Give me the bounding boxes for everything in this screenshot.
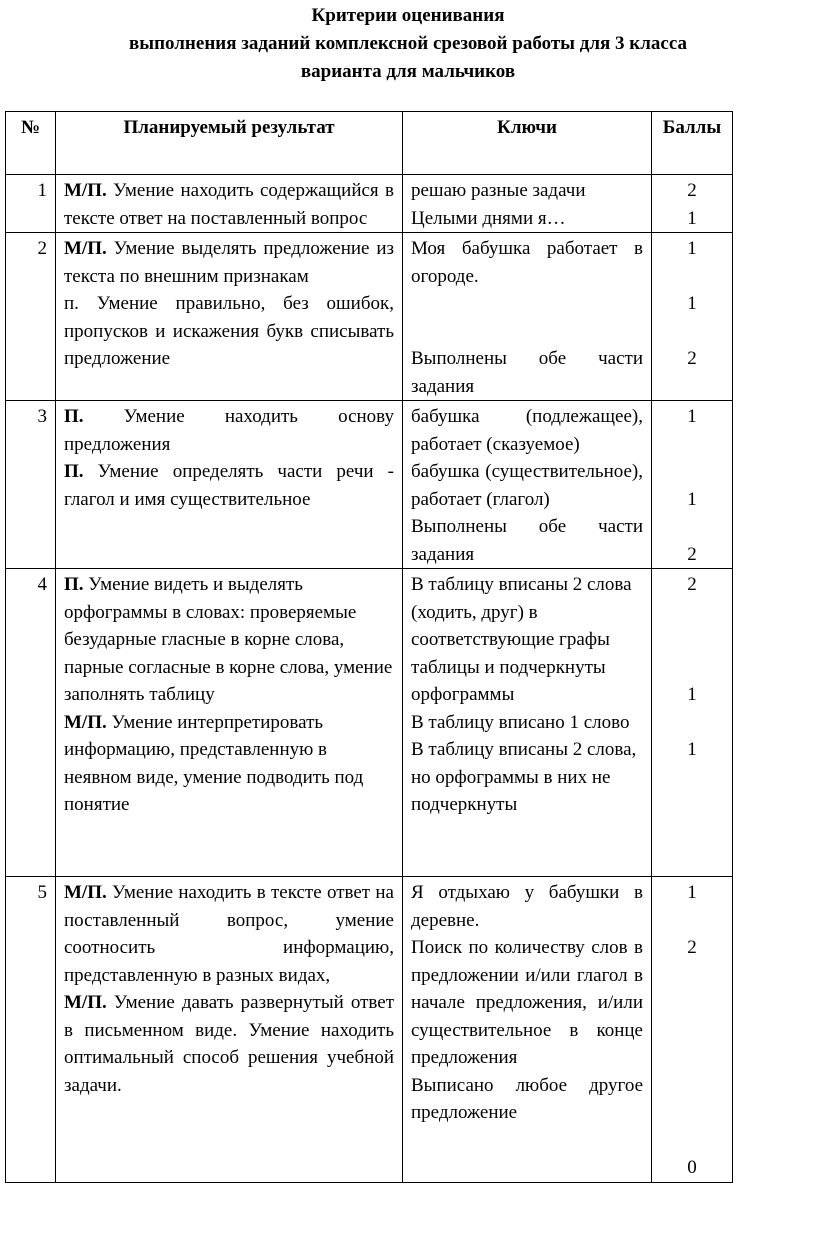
points-value: 2 xyxy=(687,937,697,958)
result-tag: П. xyxy=(64,574,84,595)
header-row xyxy=(6,112,733,175)
key-item: бабушка (подлежащее), работает (сказуемое) xyxy=(411,406,643,455)
result-text: Умение находить содержащийся в тексте ответ на поставленный вопрос xyxy=(64,180,394,229)
result-tag: М/П. xyxy=(64,992,107,1013)
points-value: 1 xyxy=(687,238,697,259)
key-item: Моя бабушка работает в огороде. xyxy=(411,238,643,287)
keys-cell xyxy=(403,569,652,877)
header-number: № xyxy=(6,112,56,175)
points-value: 2 xyxy=(687,348,697,369)
result-item xyxy=(64,989,394,1099)
row-number: 4 xyxy=(6,569,56,877)
points-cell xyxy=(652,401,733,569)
result-tag: М/П. xyxy=(64,711,107,733)
points-cell xyxy=(652,233,733,401)
key-item: решаю разные задачи xyxy=(411,180,586,201)
table-row xyxy=(6,233,733,401)
keys-cell xyxy=(403,233,652,401)
table-row xyxy=(6,401,733,569)
header-points: Баллы xyxy=(652,112,733,175)
points-value: 2 xyxy=(687,543,697,565)
points-value: 1 xyxy=(687,293,697,314)
points-value: 1 xyxy=(687,488,697,510)
planned-result-cell xyxy=(56,233,403,401)
planned-result-cell xyxy=(56,175,403,233)
row-number: 2 xyxy=(6,233,56,401)
criteria-table xyxy=(5,111,733,1183)
result-item xyxy=(64,709,394,819)
points-value: 1 xyxy=(687,739,697,760)
page-title xyxy=(0,2,816,86)
result-tag: П. xyxy=(64,406,84,427)
key-item: В таблицу вписано 1 слово xyxy=(411,711,630,733)
result-tag: М/П. xyxy=(64,238,107,259)
points-value: 1 xyxy=(687,684,697,705)
key-item: Выполнены обе части задания xyxy=(411,348,643,397)
keys-cell xyxy=(403,401,652,569)
points-value: 1 xyxy=(687,882,697,903)
points-value: 1 xyxy=(687,207,697,229)
title-line-3: варианта для мальчиков xyxy=(300,61,516,82)
result-tag: М/П. xyxy=(64,180,107,201)
result-text: Умение находить в тексте ответ на поставленный вопрос, умение соотносить информацию, представленную в разных видах, xyxy=(64,882,394,986)
planned-result-cell xyxy=(56,401,403,569)
points-cell xyxy=(652,569,733,877)
points-value: 1 xyxy=(687,406,697,427)
key-item: Выписано любое другое предложение xyxy=(411,1074,643,1123)
row-number: 1 xyxy=(6,175,56,233)
key-item: В таблицу вписаны 2 слова (ходить, друг) в соответствующие графы таблицы и подчеркнуты орфограммы xyxy=(411,574,632,705)
table-row xyxy=(6,877,733,1183)
points-cell xyxy=(652,175,733,233)
points-value: 0 xyxy=(687,1157,697,1178)
title-line-1: Критерии оценивания xyxy=(311,5,505,26)
result-text: Умение видеть и выделять орфограммы в словах: проверяемые безударные гласные в корне слова, парные согласные в корне слова, умение заполнять таблицу xyxy=(64,574,393,705)
planned-result-cell xyxy=(56,569,403,877)
result-text: Умение находить основу предложения xyxy=(64,406,394,455)
result-item xyxy=(64,571,394,709)
title-line-2: выполнения заданий комплексной срезовой работы для 3 класса xyxy=(128,33,687,54)
keys-cell xyxy=(403,175,652,233)
result-item xyxy=(64,403,394,458)
result-text: п. Умение правильно, без ошибок, пропусков и искажения букв списывать предложение xyxy=(64,293,394,369)
result-text: Умение выделять предложение из текста по внешним признакам xyxy=(64,238,394,287)
result-item xyxy=(64,177,394,232)
result-text: Умение давать развернутый ответ в письменном виде. Умение находить оптимальный способ решения учебной задачи. xyxy=(64,992,394,1096)
result-text: Умение интерпретировать информацию, представленную в неявном виде, умение подводить под понятие xyxy=(64,711,364,815)
table-row xyxy=(6,175,733,233)
table-row xyxy=(6,569,733,877)
key-item: В таблицу вписаны 2 слова, но орфограммы в них не подчеркнуты xyxy=(411,739,637,815)
row-number: 3 xyxy=(6,401,56,569)
header-planned-result: Планируемый результат xyxy=(56,112,403,175)
result-tag: М/П. xyxy=(64,882,107,903)
keys-cell xyxy=(403,877,652,1183)
result-item xyxy=(64,290,394,373)
result-item xyxy=(64,879,394,989)
result-item xyxy=(64,235,394,290)
points-value: 2 xyxy=(687,180,697,201)
result-tag: П. xyxy=(64,461,84,482)
planned-result-cell xyxy=(56,877,403,1183)
points-value: 2 xyxy=(687,574,697,595)
result-text: Умение определять части речи - глагол и имя существительное xyxy=(64,461,394,510)
row-number: 5 xyxy=(6,877,56,1183)
result-item xyxy=(64,458,394,513)
header-keys: Ключи xyxy=(403,112,652,175)
key-item: бабушка (существительное), работает (глагол) xyxy=(411,461,643,510)
key-item: Поиск по количеству слов в предложении и/или глагол в начале предложения, и/или существительное в конце предложения xyxy=(411,937,643,1068)
points-cell xyxy=(652,877,733,1183)
key-item: Целыми днями я… xyxy=(411,207,566,229)
key-item: Выполнены обе части задания xyxy=(411,516,643,565)
key-item: Я отдыхаю у бабушки в деревне. xyxy=(411,882,643,931)
